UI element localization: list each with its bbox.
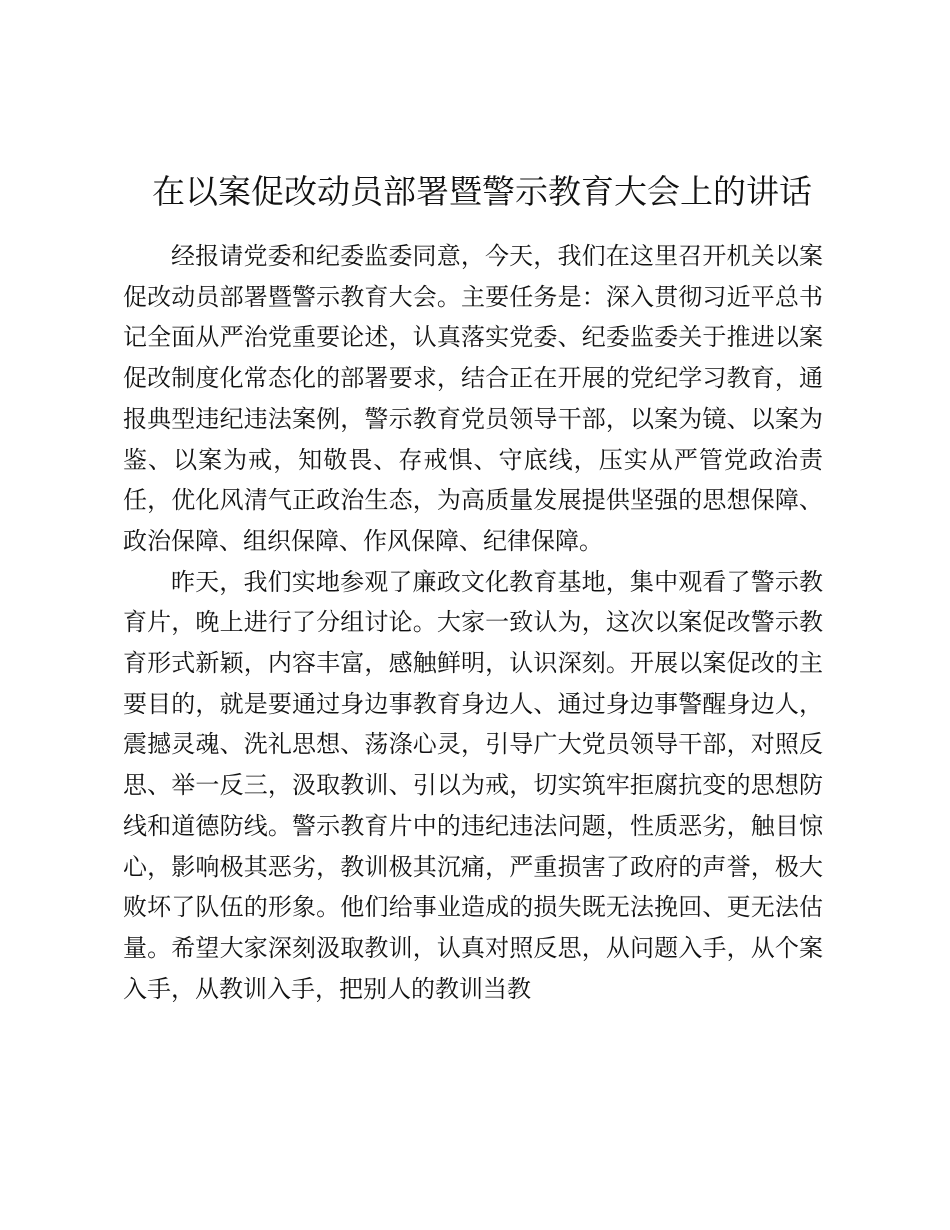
document-title: 在以案促改动员部署暨警示教育大会上的讲话: [152, 172, 812, 211]
document-body: [123, 236, 823, 1009]
paragraph-2: 昨天，我们实地参观了廉政文化教育基地，集中观看了警示教育片，晚上进行了分组讨论。大家一致认为，这次以案促改警示教育形式新颖，内容丰富，感触鲜明，认识深刻。开展以案促改的主要目的，就是要通过身边事教育身边人、通过身边事警醒身边人，震撼灵魂、洗礼思想、荡涤心灵，引导广大党员领导干部，对照反思、举一反三，汲取教训、引以为戒，切实筑牢拒腐抗变的思想防线和道德防线。警示教育片中的违纪违法问题，性质恶劣，触目惊心，影响极其恶劣，教训极其沉痛，严重损害了政府的声誉，极大败坏了队伍的形象。他们给事业造成的损失既无法挽回、更无法估量。希望大家深刻汲取教训，认真对照反思，从问题入手，从个案入手，从教训入手，把别人的教训当教: [123, 567, 823, 1003]
paragraph-1: 经报请党委和纪委监委同意，今天，我们在这里召开机关以案促改动员部署暨警示教育大会。主要任务是：深入贯彻习近平总书记全面从严治党重要论述，认真落实党委、纪委监委关于推进以案促改制度化常态化的部署要求，结合正在开展的党纪学习教育，通报典型违纪违法案例，警示教育党员领导干部，以案为镜、以案为鉴、以案为戒，知敬畏、存戒惧、守底线，压实从严管党政治责任，优化风清气正政治生态，为高质量发展提供坚强的思想保障、政治保障、组织保障、作风保障、纪律保障。: [123, 242, 823, 555]
